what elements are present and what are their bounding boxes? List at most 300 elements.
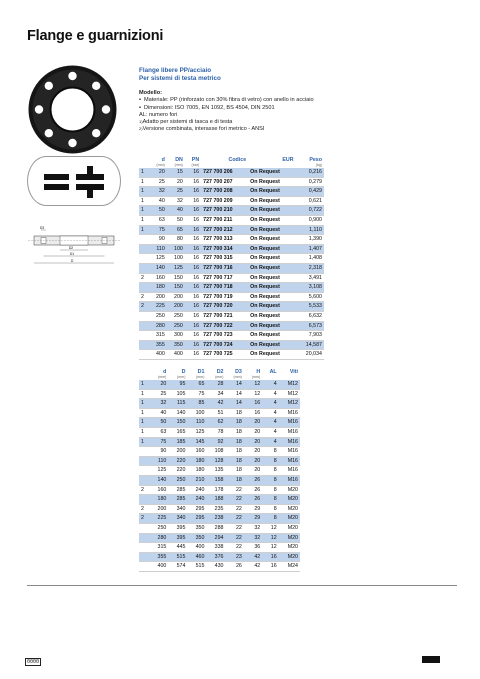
- price-table-header: [139, 156, 324, 163]
- table-cell: 108: [206, 447, 225, 457]
- table-cell: 727 700 724: [201, 340, 248, 350]
- table-cell: 0,900: [296, 215, 324, 225]
- table-cell: 20: [149, 380, 168, 389]
- table-cell: 140: [168, 408, 187, 418]
- table-row: [139, 177, 324, 187]
- table-cell: 727 700 313: [201, 235, 248, 245]
- table-row: [139, 263, 324, 273]
- table-cell: 4: [262, 380, 278, 389]
- column-unit: (mm): [157, 375, 167, 379]
- table-cell: 26: [226, 562, 244, 572]
- table-cell: 200: [168, 447, 187, 457]
- table-cell: 12: [244, 389, 262, 399]
- table-cell: [139, 475, 149, 485]
- table-cell: 14: [226, 389, 244, 399]
- table-cell: 16: [185, 350, 201, 360]
- table-cell: 4: [262, 389, 278, 399]
- table-cell: 400: [149, 350, 167, 360]
- table-cell: 315: [149, 331, 167, 341]
- table-cell: 25: [149, 177, 167, 187]
- table-cell: On Request: [248, 302, 295, 312]
- table-cell: 727 700 315: [201, 254, 248, 264]
- page-title: Flange e guarnizioni: [27, 28, 164, 44]
- table-cell: 125: [149, 254, 167, 264]
- table-cell: 288: [206, 523, 225, 533]
- table-row: [139, 187, 324, 197]
- table-cell: 12: [244, 380, 262, 389]
- table-cell: 28: [206, 380, 225, 389]
- table-cell: 180: [187, 456, 206, 466]
- table-cell: 135: [206, 466, 225, 476]
- table-cell: 100: [167, 254, 185, 264]
- table-cell: 18: [226, 418, 244, 428]
- table-cell: On Request: [248, 311, 295, 321]
- column-header: D3: [235, 368, 242, 375]
- table-cell: 20: [244, 437, 262, 447]
- table-row: [139, 456, 300, 466]
- column-unit: (mm): [156, 163, 165, 167]
- table-cell: 1: [139, 196, 149, 206]
- table-row: [139, 380, 300, 389]
- table-cell: 8: [262, 504, 278, 514]
- table-row: [139, 168, 324, 177]
- table-cell: 1: [139, 399, 149, 409]
- table-cell: [139, 350, 149, 360]
- table-cell: 16: [185, 331, 201, 341]
- table-cell: 280: [149, 533, 168, 543]
- table-cell: 1,110: [296, 225, 324, 235]
- table-cell: 160: [149, 273, 167, 283]
- table-cell: 16: [185, 263, 201, 273]
- table-cell: 180: [187, 466, 206, 476]
- table-cell: 22: [226, 533, 244, 543]
- table-cell: 2,318: [296, 263, 324, 273]
- table-row: [139, 514, 300, 524]
- table-cell: M16: [279, 466, 300, 476]
- table-row: [139, 273, 324, 283]
- table-row: [139, 562, 300, 572]
- table-cell: 1,408: [296, 254, 324, 264]
- table-cell: 140: [149, 475, 168, 485]
- label-d1: D1: [70, 252, 75, 256]
- table-cell: 315: [149, 543, 168, 553]
- table-cell: 574: [168, 562, 187, 572]
- footer-tab-marker: [422, 656, 440, 663]
- table-cell: 1: [139, 225, 149, 235]
- table-cell: 4: [262, 399, 278, 409]
- table-cell: M16: [279, 456, 300, 466]
- table-cell: 160: [187, 447, 206, 457]
- table-cell: M24: [279, 562, 300, 572]
- table-cell: 20: [244, 427, 262, 437]
- table-cell: 75: [149, 225, 167, 235]
- table-cell: 1: [139, 206, 149, 216]
- column-unit: (mm): [215, 375, 224, 379]
- column-header: Peso: [309, 156, 322, 163]
- table-cell: 32: [244, 533, 262, 543]
- table-cell: 12: [262, 543, 278, 553]
- table-cell: 34: [206, 389, 225, 399]
- table-cell: 16: [185, 283, 201, 293]
- label-d3: D3: [40, 226, 45, 230]
- table-cell: 727 700 722: [201, 321, 248, 331]
- table-cell: 727 700 210: [201, 206, 248, 216]
- table-cell: 150: [167, 273, 185, 283]
- table-cell: M16: [279, 447, 300, 457]
- table-cell: 15: [167, 168, 185, 177]
- table-cell: 8: [262, 475, 278, 485]
- table-row: [139, 196, 324, 206]
- table-cell: 1: [139, 187, 149, 197]
- table-row: [139, 475, 300, 485]
- column-header: PN: [191, 156, 200, 163]
- note-1: $^{1)}$Adatto per sistemi di tasca e di testa: [139, 119, 233, 126]
- table-cell: 355: [149, 552, 168, 562]
- table-cell: 110: [149, 244, 167, 254]
- table-cell: 165: [168, 427, 187, 437]
- table-cell: 727 700 723: [201, 331, 248, 341]
- table-cell: 178: [206, 485, 225, 495]
- table-cell: 285: [168, 495, 187, 505]
- bullet-dimensions: • Dimensioni: ISO 7005, EN 1092, BS 4504, DIN 2501: [139, 105, 314, 112]
- table-cell: 460: [187, 552, 206, 562]
- table-row: [139, 447, 300, 457]
- table-cell: 188: [206, 495, 225, 505]
- table-cell: 18: [226, 437, 244, 447]
- table-cell: 16: [185, 196, 201, 206]
- column-unit: (mm): [251, 375, 261, 379]
- table-cell: 220: [168, 466, 187, 476]
- column-header: EUR: [282, 156, 294, 163]
- table-cell: 32: [149, 399, 168, 409]
- table-cell: [139, 495, 149, 505]
- table-cell: 16: [185, 215, 201, 225]
- table-cell: 20,034: [296, 350, 324, 360]
- table-cell: 295: [187, 514, 206, 524]
- table-cell: [139, 331, 149, 341]
- table-cell: [139, 235, 149, 245]
- table-cell: 2: [139, 292, 149, 302]
- table-cell: 2: [139, 302, 149, 312]
- table-cell: M20: [279, 552, 300, 562]
- table-cell: 180: [149, 495, 168, 505]
- table-cell: M16: [279, 418, 300, 428]
- table-cell: 36: [244, 543, 262, 553]
- table-cell: [139, 552, 149, 562]
- table-row: [139, 235, 324, 245]
- table-cell: 42: [244, 552, 262, 562]
- table-row: [139, 206, 324, 216]
- dimensions-table-body: [139, 380, 300, 571]
- table-cell: 8: [262, 485, 278, 495]
- table-cell: 26: [244, 475, 262, 485]
- table-cell: 6,632: [296, 311, 324, 321]
- table-cell: 350: [187, 533, 206, 543]
- flange-photo: [25, 62, 120, 157]
- table-cell: M20: [279, 523, 300, 533]
- table-cell: 1: [139, 380, 149, 389]
- table-cell: 4: [262, 418, 278, 428]
- table-cell: 1: [139, 215, 149, 225]
- table-cell: [139, 466, 149, 476]
- table-cell: 16: [185, 187, 201, 197]
- table-cell: 16: [244, 399, 262, 409]
- table-cell: 14: [226, 380, 244, 389]
- table-cell: 2: [139, 485, 149, 495]
- table-cell: M16: [279, 427, 300, 437]
- table-cell: 515: [187, 562, 206, 572]
- table-row: [139, 292, 324, 302]
- table-cell: 18: [226, 408, 244, 418]
- table-cell: [139, 523, 149, 533]
- table-cell: M20: [279, 485, 300, 495]
- table-cell: 250: [167, 321, 185, 331]
- table-cell: On Request: [248, 225, 295, 235]
- table-cell: 20: [244, 418, 262, 428]
- table-cell: 22: [226, 485, 244, 495]
- table-row: [139, 523, 300, 533]
- table-cell: 240: [187, 495, 206, 505]
- table-cell: 16: [185, 340, 201, 350]
- table-cell: 0,722: [296, 206, 324, 216]
- table-cell: 727 700 719: [201, 292, 248, 302]
- table-cell: 295: [187, 504, 206, 514]
- table-cell: 150: [168, 418, 187, 428]
- table-cell: 40: [149, 196, 167, 206]
- table-cell: 1,407: [296, 244, 324, 254]
- product-description: [139, 90, 314, 134]
- table-cell: 200: [149, 504, 168, 514]
- table-cell: 350: [167, 340, 185, 350]
- bullet-material: • Materiale: PP (rinforzato con 30% fibra di vetro) con anello in acciaio: [139, 97, 314, 104]
- table-cell: 200: [167, 302, 185, 312]
- table-cell: [139, 340, 149, 350]
- table-cell: 250: [149, 523, 168, 533]
- table-cell: 16: [185, 168, 201, 177]
- table-cell: On Request: [248, 215, 295, 225]
- table-row: [139, 504, 300, 514]
- table-cell: 400: [149, 562, 168, 572]
- table-cell: On Request: [248, 321, 295, 331]
- table-cell: On Request: [248, 206, 295, 216]
- table-cell: 20: [167, 177, 185, 187]
- table-cell: 340: [168, 514, 187, 524]
- table-cell: M12: [279, 399, 300, 409]
- product-title-line1: Flange libere PP/acciaio: [139, 67, 212, 74]
- table-cell: 32: [167, 196, 185, 206]
- table-cell: On Request: [248, 273, 295, 283]
- table-cell: 727 700 721: [201, 311, 248, 321]
- price-table: [139, 156, 324, 360]
- label-d2: D2: [69, 246, 74, 250]
- table-cell: 29: [244, 514, 262, 524]
- table-cell: 8: [262, 514, 278, 524]
- column-header: D1: [197, 368, 205, 375]
- table-cell: 23: [226, 552, 244, 562]
- table-cell: 16: [185, 206, 201, 216]
- table-cell: 40: [167, 206, 185, 216]
- table-cell: 338: [206, 543, 225, 553]
- table-cell: 6,573: [296, 321, 324, 331]
- column-header: d: [163, 368, 167, 375]
- table-row: [139, 311, 324, 321]
- table-row: [139, 340, 324, 350]
- column-header: [139, 156, 149, 163]
- table-cell: 16: [185, 311, 201, 321]
- table-cell: 350: [187, 523, 206, 533]
- table-cell: 2: [139, 514, 149, 524]
- table-cell: On Request: [248, 168, 295, 177]
- table-cell: 125: [187, 427, 206, 437]
- table-cell: 280: [149, 321, 167, 331]
- table-cell: 110: [149, 456, 168, 466]
- table-cell: 727 700 212: [201, 225, 248, 235]
- table-cell: 95: [168, 380, 187, 389]
- table-cell: 140: [149, 263, 167, 273]
- table-cell: 4: [262, 427, 278, 437]
- table-cell: 16: [185, 273, 201, 283]
- table-cell: 50: [149, 418, 168, 428]
- table-cell: 238: [206, 514, 225, 524]
- column-header: D2: [216, 368, 224, 375]
- table-cell: 12: [262, 523, 278, 533]
- column-unit: (mm): [196, 375, 205, 379]
- table-cell: 16: [185, 302, 201, 312]
- table-row: [139, 244, 324, 254]
- table-cell: 727 700 208: [201, 187, 248, 197]
- table-cell: 395: [168, 523, 187, 533]
- table-cell: [139, 254, 149, 264]
- table-cell: 25: [167, 187, 185, 197]
- table-cell: 515: [168, 552, 187, 562]
- table-cell: 1: [139, 389, 149, 399]
- table-cell: On Request: [248, 235, 295, 245]
- column-header: D: [181, 368, 186, 375]
- column-unit: (kg): [315, 163, 322, 167]
- table-cell: 8: [262, 447, 278, 457]
- table-cell: 12: [262, 533, 278, 543]
- table-cell: 220: [168, 456, 187, 466]
- table-cell: 445: [168, 543, 187, 553]
- table-cell: 75: [187, 389, 206, 399]
- note-2: $^{2)}$Versione combinata, interasse fori metrico - ANSI: [139, 126, 265, 133]
- table-cell: M20: [279, 504, 300, 514]
- column-header: Viti: [289, 368, 298, 375]
- column-unit: (bar): [191, 163, 200, 167]
- divider: [27, 585, 457, 586]
- table-row: [139, 543, 300, 553]
- table-cell: 16: [185, 292, 201, 302]
- table-cell: On Request: [248, 263, 295, 273]
- column-header: DN: [175, 156, 183, 163]
- table-cell: 235: [206, 504, 225, 514]
- table-cell: 20: [244, 447, 262, 457]
- table-cell: 200: [149, 292, 167, 302]
- table-cell: 51: [206, 408, 225, 418]
- table-cell: On Request: [248, 196, 295, 206]
- table-cell: M12: [279, 380, 300, 389]
- table-cell: 0,621: [296, 196, 324, 206]
- table-cell: 727 700 716: [201, 263, 248, 273]
- technical-drawing: [24, 222, 124, 272]
- product-title: [139, 67, 221, 83]
- table-cell: 42: [244, 562, 262, 572]
- table-cell: 3,491: [296, 273, 324, 283]
- table-cell: 16: [244, 408, 262, 418]
- pipe-system-symbol: [27, 156, 121, 206]
- table-cell: 14: [226, 399, 244, 409]
- table-cell: 400: [167, 350, 185, 360]
- column-header: AL: [269, 368, 277, 375]
- table-cell: 150: [167, 283, 185, 293]
- table-cell: 62: [206, 418, 225, 428]
- table-cell: 20: [149, 168, 167, 177]
- table-cell: 42: [206, 399, 225, 409]
- table-cell: 128: [206, 456, 225, 466]
- table-cell: On Request: [248, 187, 295, 197]
- table-cell: 16: [185, 254, 201, 264]
- table-cell: 8: [262, 466, 278, 476]
- table-cell: 376: [206, 552, 225, 562]
- table-cell: 430: [206, 562, 225, 572]
- table-cell: 727 700 209: [201, 196, 248, 206]
- table-cell: 2: [139, 273, 149, 283]
- table-cell: 250: [167, 311, 185, 321]
- footer-page-marker: 0000: [27, 659, 40, 665]
- table-cell: On Request: [248, 331, 295, 341]
- table-cell: 20: [244, 466, 262, 476]
- table-cell: 80: [167, 235, 185, 245]
- table-cell: 727 700 720: [201, 302, 248, 312]
- table-cell: 158: [206, 475, 225, 485]
- table-cell: 16: [262, 562, 278, 572]
- table-cell: 225: [149, 302, 167, 312]
- table-row: [139, 418, 300, 428]
- table-cell: 727 700 725: [201, 350, 248, 360]
- table-cell: [139, 447, 149, 457]
- table-cell: 1: [139, 168, 149, 177]
- table-row: [139, 215, 324, 225]
- table-cell: 250: [168, 475, 187, 485]
- table-row: [139, 552, 300, 562]
- table-cell: M20: [279, 514, 300, 524]
- table-cell: 727 700 718: [201, 283, 248, 293]
- table-cell: M20: [279, 533, 300, 543]
- table-cell: 90: [149, 235, 167, 245]
- table-cell: 0,279: [296, 177, 324, 187]
- table-cell: 250: [149, 311, 167, 321]
- note-al: AL: numero fori: [139, 111, 178, 118]
- table-cell: 294: [206, 533, 225, 543]
- table-cell: 1: [139, 437, 149, 447]
- table-cell: 125: [167, 263, 185, 273]
- table-cell: M16: [279, 437, 300, 447]
- table-cell: 225: [149, 514, 168, 524]
- table-cell: 63: [149, 427, 168, 437]
- table-cell: 22: [226, 504, 244, 514]
- table-cell: 8: [262, 495, 278, 505]
- table-cell: 1: [139, 177, 149, 187]
- table-cell: 185: [168, 437, 187, 447]
- table-cell: 1: [139, 427, 149, 437]
- table-row: [139, 225, 324, 235]
- table-cell: 300: [167, 331, 185, 341]
- table-cell: 14,587: [296, 340, 324, 350]
- table-cell: 25: [149, 389, 168, 399]
- table-cell: 160: [149, 485, 168, 495]
- table-row: [139, 399, 300, 409]
- table-cell: 16: [185, 225, 201, 235]
